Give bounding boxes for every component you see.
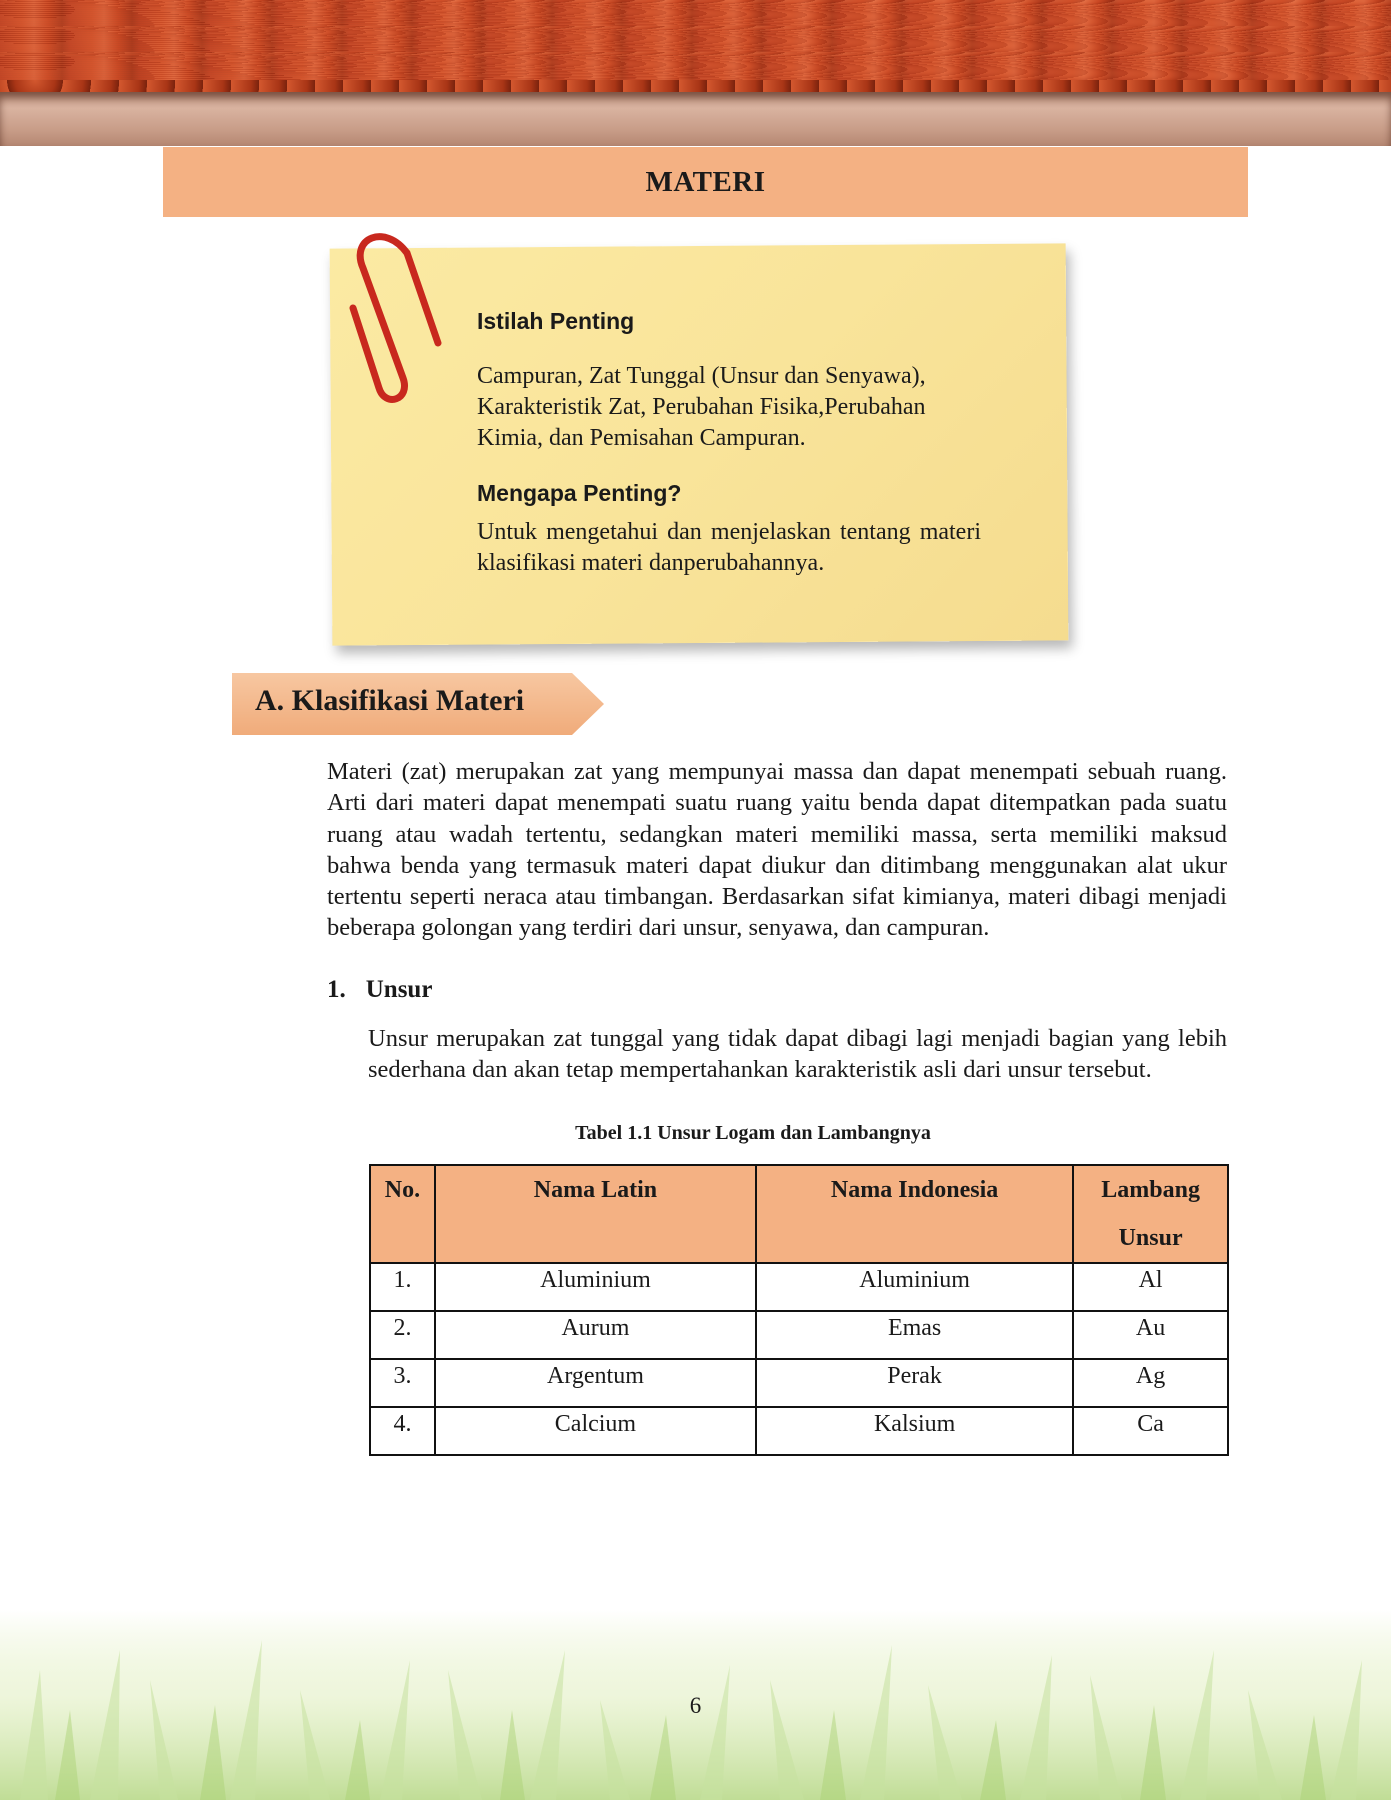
cell-indonesian-name: Perak: [756, 1359, 1073, 1407]
roof-header-image: [0, 0, 1391, 146]
section-title: A. Klasifikasi Materi: [255, 684, 525, 717]
cell-indonesian-name: Emas: [756, 1311, 1073, 1359]
cell-symbol: Ca: [1073, 1407, 1228, 1455]
cell-no: 4.: [370, 1407, 435, 1455]
subsection-number: 1.: [327, 976, 346, 1003]
terms-heading: Istilah Penting: [477, 308, 635, 334]
note-content: [477, 308, 981, 597]
table-row: [370, 1263, 1228, 1311]
header-no: No.: [370, 1165, 435, 1263]
elements-table: [369, 1164, 1229, 1456]
cell-latin-name: Aluminium: [435, 1263, 756, 1311]
cell-latin-name: Argentum: [435, 1359, 756, 1407]
cell-latin-name: Aurum: [435, 1311, 756, 1359]
cell-no: 1.: [370, 1263, 435, 1311]
table-row: [370, 1359, 1228, 1407]
page-title: MATERI: [645, 165, 766, 198]
cell-symbol: Au: [1073, 1311, 1228, 1359]
table-caption: Tabel 1.1 Unsur Logam dan Lambangnya: [575, 1122, 931, 1144]
page-number: 6: [689, 1693, 702, 1718]
cell-indonesian-name: Aluminium: [756, 1263, 1073, 1311]
header-symbol: Lambang Unsur: [1073, 1165, 1228, 1263]
table-header-row: [370, 1165, 1228, 1263]
subsection-heading: [327, 976, 432, 1004]
page-title-bar: [163, 147, 1248, 217]
why-heading: Mengapa Penting?: [477, 480, 682, 506]
header-indonesian-name: Nama Indonesia: [756, 1165, 1073, 1263]
cell-symbol: Ag: [1073, 1359, 1228, 1407]
subsection-title: Unsur: [365, 976, 433, 1003]
subsection-paragraph: Unsur merupakan zat tunggal yang tidak dapat dibagi lagi menjadi bagian yang lebih sederhana dan akan tetap mempertahankan karakteristik asli dari unsur tersebut.: [368, 1025, 1227, 1084]
paper-clip-icon: [345, 228, 445, 428]
terms-text: Campuran, Zat Tunggal (Unsur dan Senyawa), Karakteristik Zat, Perubahan Fisika,Perubahan Kimia, dan Pemisahan Campuran.: [477, 363, 926, 451]
table-row: [370, 1407, 1228, 1455]
cell-latin-name: Calcium: [435, 1407, 756, 1455]
why-text: Untuk mengetahui dan menjelaskan tentang materi klasifikasi materi danperubahannya.: [477, 519, 981, 576]
section-paragraph: Materi (zat) merupakan zat yang mempunyai massa dan dapat menempati sebuah ruang. Arti dari materi dapat menempati suatu ruang yaitu benda dapat ditempatkan pada suatu ruang atau wadah tertentu, sedangkan materi memiliki massa, serta memiliki maksud bahwa benda yang termasuk materi dapat diukur dan ditimbang menggunakan alat ukur tertentu seperti neraca atau timbangan. Berdasarkan sifat kimianya, materi dibagi menjadi beberapa golongan yang terdiri dari unsur, senyawa, dan campuran.: [327, 758, 1227, 942]
cell-indonesian-name: Kalsium: [756, 1407, 1073, 1455]
cell-symbol: Al: [1073, 1263, 1228, 1311]
table-row: [370, 1311, 1228, 1359]
header-latin-name: Nama Latin: [435, 1165, 756, 1263]
cell-no: 2.: [370, 1311, 435, 1359]
cell-no: 3.: [370, 1359, 435, 1407]
